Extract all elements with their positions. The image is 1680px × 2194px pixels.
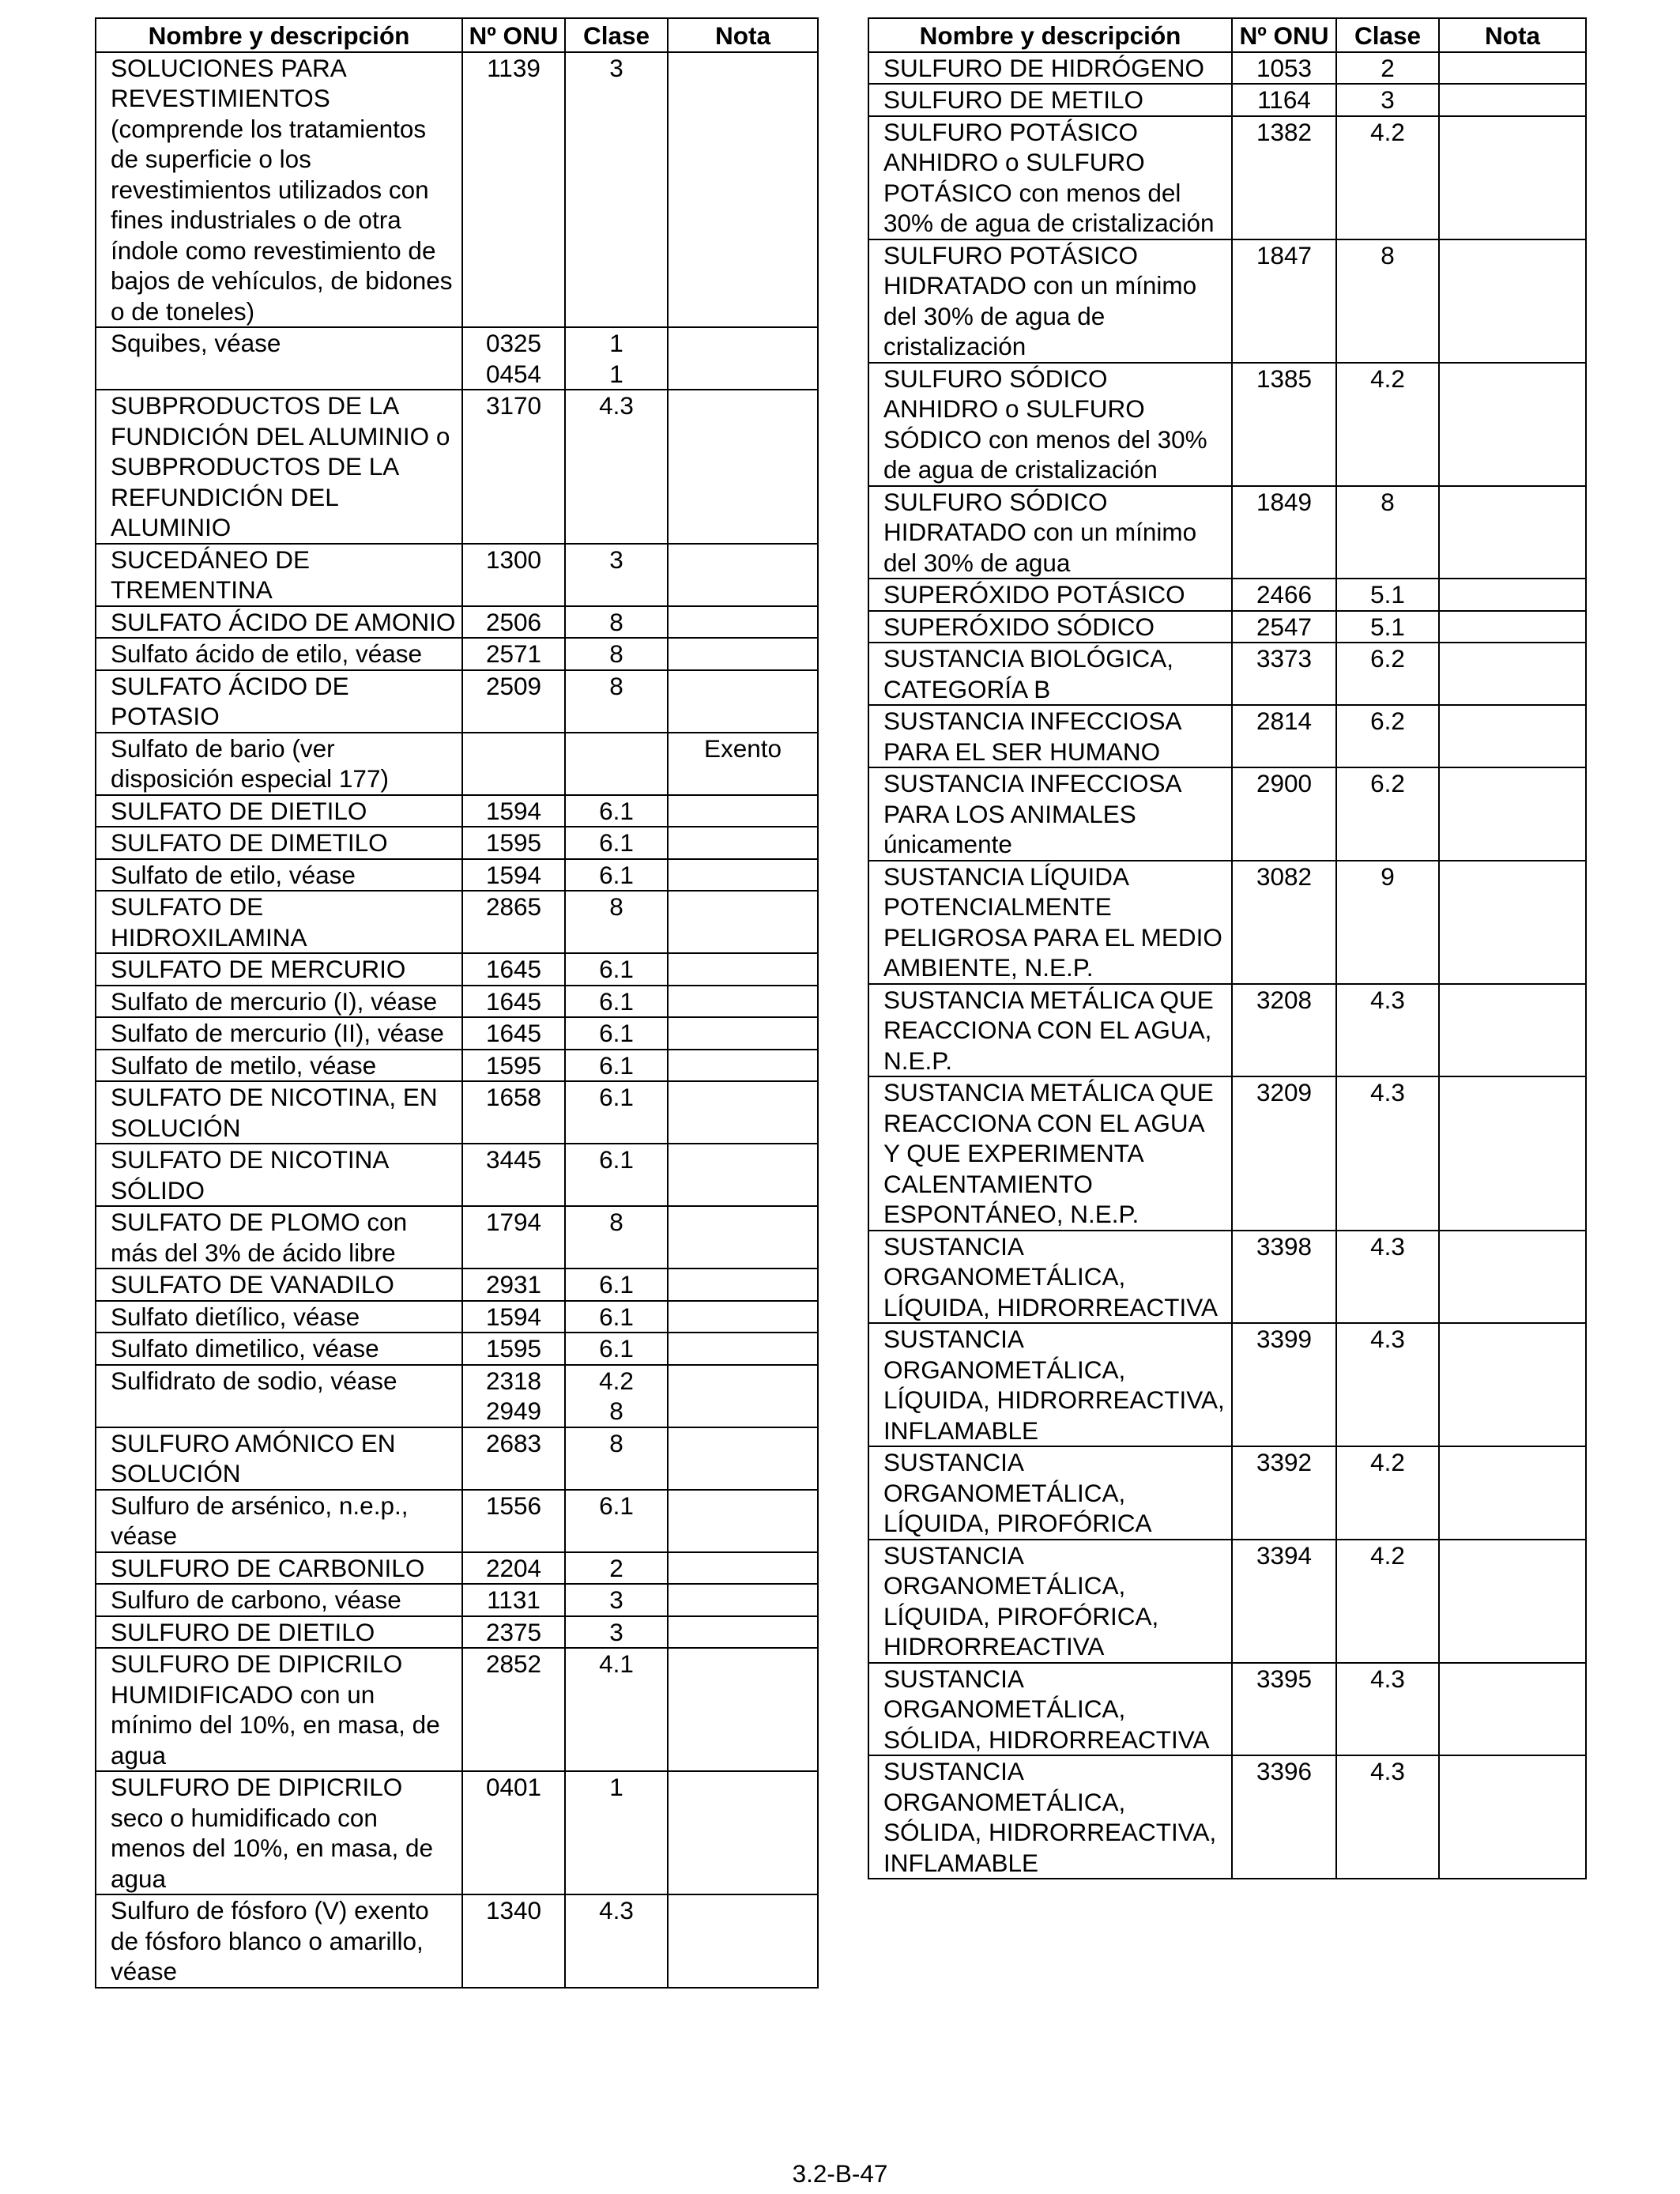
cell-onu: 3392	[1232, 1446, 1336, 1540]
cell-clase: 2	[1336, 52, 1439, 85]
table-row	[868, 861, 1586, 984]
cell-clase: 3	[565, 1584, 668, 1616]
cell-nota	[1439, 52, 1586, 85]
cell-name: SUSTANCIA METÁLICA QUE REACCIONA CON EL AGUA Y QUE EXPERIMENTA CALENTAMIENTO ESPONTÁNEO, N.E.P.	[868, 1076, 1232, 1231]
cell-clase: 8	[565, 670, 668, 733]
cell-clase: 5.1	[1336, 611, 1439, 643]
cell-name: SUSTANCIA INFECCIOSA PARA LOS ANIMALES únicamente	[868, 767, 1232, 861]
cell-clase: 8	[565, 1427, 668, 1490]
cell-name: SUSTANCIA ORGANOMETÁLICA, SÓLIDA, HIDRORREACTIVA	[868, 1663, 1232, 1756]
cell-nota	[1439, 239, 1586, 363]
cell-clase: 6.1	[565, 827, 668, 859]
table-row	[868, 363, 1586, 486]
table-row	[96, 1333, 818, 1365]
cell-clase: 6.1	[565, 1301, 668, 1333]
cell-name: SULFURO SÓDICO HIDRATADO con un mínimo del 30% de agua	[868, 486, 1232, 579]
cell-onu: 1595	[462, 1333, 565, 1365]
cell-nota	[1439, 705, 1586, 767]
table-row	[96, 1894, 818, 1988]
table-row	[868, 1446, 1586, 1540]
cell-clase: 6.1	[565, 859, 668, 892]
table-row	[96, 544, 818, 606]
cell-name: SULFURO DE DIPICRILO HUMIDIFICADO con un mínimo del 10%, en masa, de agua	[96, 1648, 462, 1771]
cell-name: SULFATO DE DIMETILO	[96, 827, 462, 859]
cell-onu: 1594	[462, 795, 565, 827]
table-right-body	[868, 52, 1586, 1879]
cell-clase: 6.1	[565, 953, 668, 986]
cell-nota	[1439, 1323, 1586, 1446]
cell-onu: 2683	[462, 1427, 565, 1490]
cell-name: SULFURO AMÓNICO EN SOLUCIÓN	[96, 1427, 462, 1490]
table-row	[96, 1269, 818, 1301]
cell-onu: 1131	[462, 1584, 565, 1616]
cell-nota	[1439, 1231, 1586, 1324]
cell-name: SULFURO DE CARBONILO	[96, 1552, 462, 1585]
cell-nota	[668, 606, 818, 639]
cell-clase: 6.1	[565, 1017, 668, 1050]
cell-name: SUCEDÁNEO DE TREMENTINA	[96, 544, 462, 606]
cell-onu: 1300	[462, 544, 565, 606]
cell-clase: 6.1	[565, 1333, 668, 1365]
cell-onu: 1556	[462, 1490, 565, 1552]
cell-onu: 3209	[1232, 1076, 1336, 1231]
header-clase: Clase	[565, 18, 668, 52]
cell-nota	[1439, 861, 1586, 984]
table-row	[96, 52, 818, 328]
cell-clase: 4.1	[565, 1648, 668, 1771]
table-row	[96, 1365, 818, 1427]
cell-onu: 1645	[462, 953, 565, 986]
cell-clase: 6.1	[565, 986, 668, 1018]
table-row	[96, 670, 818, 733]
cell-clase: 6.1	[565, 1490, 668, 1552]
table-row	[868, 1540, 1586, 1663]
cell-clase: 8	[565, 638, 668, 670]
cell-nota	[668, 1365, 818, 1427]
table-row	[96, 1301, 818, 1333]
cell-onu: 2547	[1232, 611, 1336, 643]
cell-clase: 6.1	[565, 1144, 668, 1206]
cell-onu: 1053	[1232, 52, 1336, 85]
cell-name: SUSTANCIA ORGANOMETÁLICA, LÍQUIDA, HIDRORREACTIVA, INFLAMABLE	[868, 1323, 1232, 1446]
cell-nota	[668, 986, 818, 1018]
cell-nota	[668, 1490, 818, 1552]
cell-name: SULFURO POTÁSICO HIDRATADO con un mínimo del 30% de agua de cristalización	[868, 239, 1232, 363]
cell-onu: 3373	[1232, 643, 1336, 705]
cell-onu: 1645	[462, 1017, 565, 1050]
cell-name: SUSTANCIA BIOLÓGICA, CATEGORÍA B	[868, 643, 1232, 705]
table-row	[868, 984, 1586, 1077]
cell-name: SUBPRODUCTOS DE LA FUNDICIÓN DEL ALUMINIO o SUBPRODUCTOS DE LA REFUNDICIÓN DEL ALUMINIO	[96, 390, 462, 544]
cell-nota	[668, 670, 818, 733]
cell-nota	[668, 1333, 818, 1365]
cell-name: SULFATO DE PLOMO con más del 3% de ácido libre	[96, 1206, 462, 1269]
cell-clase: 2	[565, 1552, 668, 1585]
table-row	[96, 638, 818, 670]
cell-nota	[1439, 1076, 1586, 1231]
cell-onu: 1595	[462, 1050, 565, 1082]
cell-clase: 4.3	[1336, 1231, 1439, 1324]
cell-onu: 1139	[462, 52, 565, 328]
cell-clase: 3	[565, 544, 668, 606]
cell-name: Sulfuro de fósforo (V) exento de fósforo blanco o amarillo, véase	[96, 1894, 462, 1988]
cell-clase: 4.3	[1336, 984, 1439, 1077]
cell-nota	[668, 52, 818, 328]
cell-nota	[668, 795, 818, 827]
cell-name: Sulfato de mercurio (II), véase	[96, 1017, 462, 1050]
cell-onu: 2506	[462, 606, 565, 639]
cell-nota	[668, 1301, 818, 1333]
cell-name: Sulfato dimetilico, véase	[96, 1333, 462, 1365]
cell-name: Sulfuro de carbono, véase	[96, 1584, 462, 1616]
cell-nota	[1439, 579, 1586, 611]
cell-nota	[1439, 1446, 1586, 1540]
cell-name: SULFATO DE MERCURIO	[96, 953, 462, 986]
table-row	[96, 1144, 818, 1206]
cell-onu: 0325 0454	[462, 327, 565, 390]
cell-clase: 8	[1336, 486, 1439, 579]
table-row	[868, 767, 1586, 861]
table-row	[868, 643, 1586, 705]
cell-nota	[668, 1206, 818, 1269]
cell-nota	[1439, 363, 1586, 486]
cell-onu: 2375	[462, 1616, 565, 1649]
table-right	[868, 17, 1587, 1879]
cell-clase: 4.2	[1336, 1540, 1439, 1663]
cell-nota	[668, 390, 818, 544]
cell-nota	[668, 859, 818, 892]
cell-onu: 2509	[462, 670, 565, 733]
header-name: Nombre y descripción	[868, 18, 1232, 52]
cell-name: SULFURO DE DIETILO	[96, 1616, 462, 1649]
table-row	[868, 239, 1586, 363]
cell-name: Sulfato ácido de etilo, véase	[96, 638, 462, 670]
cell-nota	[668, 327, 818, 390]
cell-nota	[668, 1144, 818, 1206]
cell-name: Sulfato de bario (ver disposición especial 177)	[96, 733, 462, 795]
cell-onu: 1645	[462, 986, 565, 1018]
table-row	[96, 986, 818, 1018]
cell-clase: 3	[1336, 84, 1439, 116]
cell-nota	[1439, 643, 1586, 705]
table-row	[868, 52, 1586, 85]
cell-clase: 6.1	[565, 1269, 668, 1301]
cell-onu: 1382	[1232, 116, 1336, 239]
cell-onu: 3396	[1232, 1755, 1336, 1879]
cell-nota	[668, 1081, 818, 1144]
cell-name: SULFATO DE DIETILO	[96, 795, 462, 827]
cell-clase: 3	[565, 1616, 668, 1649]
cell-clase: 1	[565, 1771, 668, 1894]
cell-onu: 2865	[462, 891, 565, 953]
header-nota: Nota	[1439, 18, 1586, 52]
cell-onu: 1849	[1232, 486, 1336, 579]
cell-nota	[668, 1017, 818, 1050]
table-left-header	[96, 18, 818, 52]
cell-clase: 8	[565, 1206, 668, 1269]
cell-clase: 8	[1336, 239, 1439, 363]
cell-onu: 3398	[1232, 1231, 1336, 1324]
table-row	[868, 705, 1586, 767]
cell-onu: 1847	[1232, 239, 1336, 363]
cell-onu: 2814	[1232, 705, 1336, 767]
cell-nota	[668, 1894, 818, 1988]
table-row	[868, 116, 1586, 239]
cell-clase: 9	[1336, 861, 1439, 984]
cell-clase: 4.3	[1336, 1663, 1439, 1756]
table-row	[868, 579, 1586, 611]
table-row	[868, 1323, 1586, 1446]
cell-nota	[668, 827, 818, 859]
cell-onu: 0401	[462, 1771, 565, 1894]
cell-name: Sulfidrato de sodio, véase	[96, 1365, 462, 1427]
table-row	[868, 1755, 1586, 1879]
cell-clase: 6.1	[565, 1081, 668, 1144]
cell-nota	[668, 1427, 818, 1490]
cell-name: SULFURO DE METILO	[868, 84, 1232, 116]
cell-onu: 1658	[462, 1081, 565, 1144]
cell-name: SUPERÓXIDO SÓDICO	[868, 611, 1232, 643]
table-row	[96, 733, 818, 795]
cell-clase: 1 1	[565, 327, 668, 390]
cell-clase: 4.2	[1336, 363, 1439, 486]
cell-onu: 3445	[462, 1144, 565, 1206]
cell-name: Sulfato de mercurio (I), véase	[96, 986, 462, 1018]
table-row	[96, 859, 818, 892]
cell-nota	[1439, 1755, 1586, 1879]
cell-nota	[668, 638, 818, 670]
cell-name: SULFATO DE HIDROXILAMINA	[96, 891, 462, 953]
cell-name: Sulfuro de arsénico, n.e.p., véase	[96, 1490, 462, 1552]
cell-onu: 3208	[1232, 984, 1336, 1077]
cell-clase	[565, 733, 668, 795]
cell-nota	[668, 1050, 818, 1082]
cell-nota	[668, 953, 818, 986]
cell-name: SUSTANCIA LÍQUIDA POTENCIALMENTE PELIGROSA PARA EL MEDIO AMBIENTE, N.E.P.	[868, 861, 1232, 984]
cell-name: SULFURO SÓDICO ANHIDRO o SULFURO SÓDICO con menos del 30% de agua de cristalización	[868, 363, 1232, 486]
cell-onu: 2571	[462, 638, 565, 670]
table-row	[96, 1552, 818, 1585]
cell-nota	[668, 1616, 818, 1649]
cell-onu: 1595	[462, 827, 565, 859]
cell-clase: 6.1	[565, 1050, 668, 1082]
header-onu: Nº ONU	[462, 18, 565, 52]
header-onu: Nº ONU	[1232, 18, 1336, 52]
cell-name: SULFATO DE NICOTINA, EN SOLUCIÓN	[96, 1081, 462, 1144]
cell-onu: 1594	[462, 1301, 565, 1333]
cell-onu: 3399	[1232, 1323, 1336, 1446]
cell-nota	[1439, 1540, 1586, 1663]
header-nota: Nota	[668, 18, 818, 52]
table-row	[96, 827, 818, 859]
cell-name: SULFURO DE HIDRÓGENO	[868, 52, 1232, 85]
cell-clase: 4.3	[1336, 1323, 1439, 1446]
cell-nota	[1439, 984, 1586, 1077]
cell-name: Sulfato de metilo, véase	[96, 1050, 462, 1082]
cell-onu: 1794	[462, 1206, 565, 1269]
cell-nota	[668, 891, 818, 953]
cell-name: SOLUCIONES PARA REVESTIMIENTOS (comprende los tratamientos de superficie o los revestimientos utilizados con fines industriales o de otra índole como revestimiento de bajos de vehículos, de bidones o de toneles)	[96, 52, 462, 328]
cell-onu: 1594	[462, 859, 565, 892]
table-row	[96, 795, 818, 827]
cell-clase: 4.3	[565, 390, 668, 544]
table-row	[868, 1663, 1586, 1756]
cell-name: Squibes, véase	[96, 327, 462, 390]
cell-onu: 2204	[462, 1552, 565, 1585]
cell-name: SUSTANCIA INFECCIOSA PARA EL SER HUMANO	[868, 705, 1232, 767]
cell-onu: 3082	[1232, 861, 1336, 984]
cell-clase: 4.2 8	[565, 1365, 668, 1427]
table-row	[96, 1490, 818, 1552]
table-row	[96, 1771, 818, 1894]
cell-name: SUSTANCIA ORGANOMETÁLICA, LÍQUIDA, PIROFÓRICA, HIDRORREACTIVA	[868, 1540, 1232, 1663]
table-row	[868, 486, 1586, 579]
cell-nota	[1439, 1663, 1586, 1756]
cell-onu: 1340	[462, 1894, 565, 1988]
cell-clase: 8	[565, 606, 668, 639]
cell-onu: 2900	[1232, 767, 1336, 861]
cell-name: SULFATO ÁCIDO DE POTASIO	[96, 670, 462, 733]
cell-nota	[668, 544, 818, 606]
table-row	[96, 1206, 818, 1269]
header-name: Nombre y descripción	[96, 18, 462, 52]
cell-clase: 8	[565, 891, 668, 953]
cell-nota	[1439, 84, 1586, 116]
table-row	[868, 611, 1586, 643]
cell-name: SULFATO DE VANADILO	[96, 1269, 462, 1301]
cell-name: SUSTANCIA ORGANOMETÁLICA, LÍQUIDA, HIDRORREACTIVA	[868, 1231, 1232, 1324]
header-clase: Clase	[1336, 18, 1439, 52]
cell-nota: Exento	[668, 733, 818, 795]
table-row	[96, 1017, 818, 1050]
table-row	[96, 1427, 818, 1490]
cell-onu: 2466	[1232, 579, 1336, 611]
table-right-header	[868, 18, 1586, 52]
cell-nota	[1439, 486, 1586, 579]
cell-clase: 5.1	[1336, 579, 1439, 611]
cell-name: SULFURO DE DIPICRILO seco o humidificado con menos del 10%, en masa, de agua	[96, 1771, 462, 1894]
table-row	[96, 1584, 818, 1616]
cell-onu: 2852	[462, 1648, 565, 1771]
cell-onu: 2318 2949	[462, 1365, 565, 1427]
cell-onu	[462, 733, 565, 795]
cell-nota	[668, 1269, 818, 1301]
cell-clase: 6.1	[565, 795, 668, 827]
cell-name: SUSTANCIA ORGANOMETÁLICA, LÍQUIDA, PIROFÓRICA	[868, 1446, 1232, 1540]
cell-clase: 4.2	[1336, 116, 1439, 239]
cell-clase: 4.3	[1336, 1755, 1439, 1879]
table-left-body	[96, 52, 818, 1988]
table-row	[96, 390, 818, 544]
table-row	[96, 1616, 818, 1649]
cell-clase: 6.2	[1336, 767, 1439, 861]
cell-name: SULFURO POTÁSICO ANHIDRO o SULFURO POTÁSICO con menos del 30% de agua de cristalización	[868, 116, 1232, 239]
table-left	[95, 17, 819, 1989]
cell-onu: 2931	[462, 1269, 565, 1301]
table-row	[96, 953, 818, 986]
cell-name: SUSTANCIA ORGANOMETÁLICA, SÓLIDA, HIDRORREACTIVA, INFLAMABLE	[868, 1755, 1232, 1879]
cell-clase: 6.2	[1336, 705, 1439, 767]
cell-clase: 4.3	[1336, 1076, 1439, 1231]
cell-onu: 3395	[1232, 1663, 1336, 1756]
table-row	[96, 1081, 818, 1144]
cell-clase: 4.2	[1336, 1446, 1439, 1540]
table-row	[96, 1648, 818, 1771]
cell-nota	[1439, 767, 1586, 861]
cell-nota	[668, 1552, 818, 1585]
cell-name: SULFATO ÁCIDO DE AMONIO	[96, 606, 462, 639]
table-row	[96, 891, 818, 953]
cell-onu: 1385	[1232, 363, 1336, 486]
cell-nota	[1439, 116, 1586, 239]
page-number: 3.2-B-47	[792, 2159, 888, 2188]
cell-onu: 3394	[1232, 1540, 1336, 1663]
table-row	[96, 606, 818, 639]
cell-name: Sulfato de etilo, véase	[96, 859, 462, 892]
table-row	[96, 1050, 818, 1082]
table-row	[96, 327, 818, 390]
cell-name: Sulfato dietílico, véase	[96, 1301, 462, 1333]
cell-nota	[668, 1648, 818, 1771]
cell-nota	[668, 1584, 818, 1616]
table-row	[868, 1076, 1586, 1231]
cell-clase: 6.2	[1336, 643, 1439, 705]
cell-name: SUSTANCIA METÁLICA QUE REACCIONA CON EL AGUA, N.E.P.	[868, 984, 1232, 1077]
table-row	[868, 84, 1586, 116]
cell-clase: 4.3	[565, 1894, 668, 1988]
cell-onu: 1164	[1232, 84, 1336, 116]
cell-name: SULFATO DE NICOTINA SÓLIDO	[96, 1144, 462, 1206]
table-row	[868, 1231, 1586, 1324]
cell-name: SUPERÓXIDO POTÁSICO	[868, 579, 1232, 611]
cell-onu: 3170	[462, 390, 565, 544]
cell-nota	[668, 1771, 818, 1894]
cell-clase: 3	[565, 52, 668, 328]
cell-nota	[1439, 611, 1586, 643]
